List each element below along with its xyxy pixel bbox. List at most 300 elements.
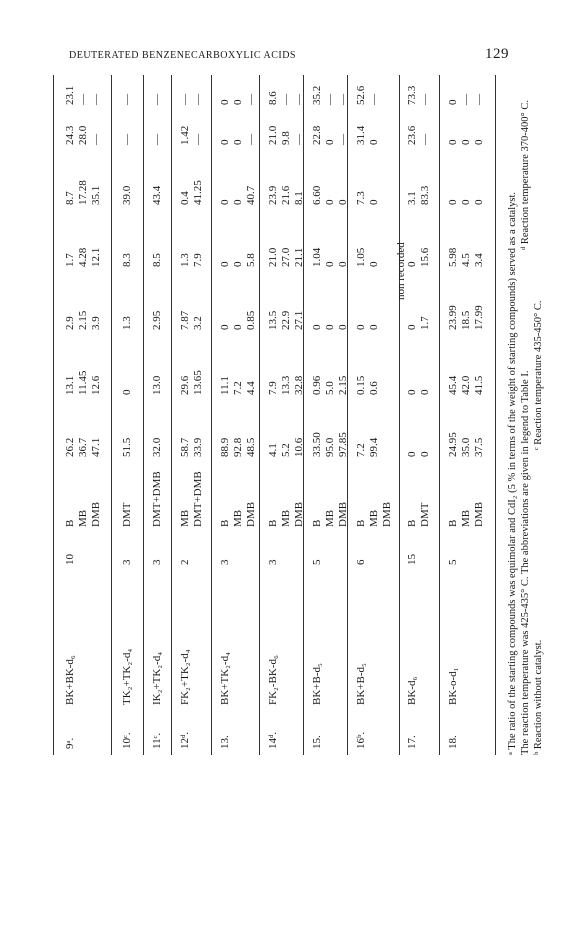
cell-mixture: FK₂+TK₂-d₄: [179, 649, 191, 705]
cell-value: DMB: [293, 501, 305, 527]
cell-value: 2.15: [337, 375, 349, 395]
cell-value: DMB: [381, 501, 393, 527]
cell-c3: [64, 275, 103, 330]
cell-c5: [64, 150, 103, 205]
cell-value: —: [293, 94, 305, 105]
cell-value: 0: [355, 324, 367, 330]
cell-value: 23.1: [64, 85, 76, 105]
cell-value: 83.3: [419, 185, 431, 205]
cell-value: 9.8: [280, 131, 292, 145]
cell-value: 7.3: [355, 191, 367, 205]
cell-value: 8.5: [151, 253, 163, 267]
rule-line: [399, 75, 400, 755]
cell-time: 3: [219, 559, 231, 565]
cell-value: 12.1: [90, 247, 102, 267]
cell-value: —: [293, 134, 305, 145]
cell-c6: [355, 105, 394, 145]
cell-value: 2.9: [64, 316, 76, 330]
cell-products: [121, 459, 134, 527]
cell-products: [151, 459, 164, 527]
cell-c7: [64, 75, 103, 105]
cell-value: DMB: [245, 501, 257, 527]
cell-products: [219, 459, 258, 527]
cell-c5: [355, 150, 394, 205]
cell-value: 6.60: [311, 185, 323, 205]
cell-c5: [406, 150, 432, 205]
rule-line: [211, 75, 212, 755]
cell-c1: [406, 407, 432, 457]
cell-value: B: [311, 519, 323, 527]
cell-no: 9ᵃ.: [64, 737, 76, 749]
cell-value: B: [267, 519, 279, 527]
cell-value: 1.3: [179, 253, 191, 267]
cell-c2: [311, 340, 350, 395]
cell-value: DMT+DMB: [151, 471, 163, 527]
row-note: non recorded: [395, 242, 407, 300]
cell-c1: [355, 407, 394, 457]
cell-value: B: [447, 519, 459, 527]
rule-line: [171, 75, 172, 755]
rule-line: [439, 75, 440, 755]
cell-value: 0: [473, 139, 485, 145]
cell-value: 0: [406, 261, 418, 267]
cell-value: 1.05: [355, 247, 367, 267]
cell-value: 1.04: [311, 247, 323, 267]
cell-value: —: [337, 134, 349, 145]
cell-c5: [121, 150, 134, 205]
cell-value: 24.3: [64, 125, 76, 145]
data-table-body: [49, 75, 509, 755]
cell-c6: [406, 105, 432, 145]
cell-mixture: BK+B-d₅: [355, 663, 367, 705]
cell-value: —: [280, 94, 292, 105]
cell-value: 47.1: [90, 437, 102, 457]
cell-mixture: IK₂+TK₂-d₄: [151, 651, 163, 705]
cell-value: 0: [368, 324, 380, 330]
rule-line: [495, 75, 496, 755]
cell-value: —: [77, 94, 89, 105]
cell-c5: [151, 150, 164, 205]
cell-value: 22.9: [280, 310, 292, 330]
cell-value: 0: [460, 139, 472, 145]
cell-value: 15.6: [419, 247, 431, 267]
cell-value: B: [355, 519, 367, 527]
cell-c6: [311, 105, 350, 145]
cell-value: 0: [324, 199, 336, 205]
cell-c7: [447, 75, 486, 105]
cell-value: —: [192, 134, 204, 145]
cell-value: 0: [324, 139, 336, 145]
cell-value: 17.99: [473, 305, 485, 330]
cell-value: B: [219, 519, 231, 527]
cell-value: 13.3: [280, 375, 292, 395]
cell-value: 27.1: [293, 310, 305, 330]
cell-value: DMB: [90, 501, 102, 527]
cell-no: 17.: [406, 735, 418, 749]
cell-value: 0: [406, 389, 418, 395]
cell-value: 37.5: [473, 437, 485, 457]
cell-value: 21.1: [293, 247, 305, 267]
cell-value: 5.98: [447, 247, 459, 267]
cell-value: 0: [219, 261, 231, 267]
cell-c2: [64, 340, 103, 395]
cell-value: 0: [406, 324, 418, 330]
cell-value: 5.2: [280, 443, 292, 457]
cell-c3: [447, 275, 486, 330]
footnotes: [506, 100, 566, 755]
cell-value: 0: [219, 139, 231, 145]
cell-c6: [151, 105, 164, 145]
cell-value: 5.0: [324, 381, 336, 395]
cell-c2: [406, 340, 432, 395]
cell-c3: [267, 275, 306, 330]
cell-value: 41.25: [192, 180, 204, 205]
cell-value: 0: [337, 199, 349, 205]
cell-c4: [406, 212, 432, 267]
cell-value: 73.3: [406, 85, 418, 105]
cell-value: 0.96: [311, 375, 323, 395]
cell-c3: [179, 275, 205, 330]
cell-c6: [267, 105, 306, 145]
cell-value: 3.9: [90, 316, 102, 330]
cell-value: MB: [232, 509, 244, 527]
cell-value: 8.6: [267, 91, 279, 105]
cell-value: 21.0: [267, 125, 279, 145]
cell-mixture: FK₂-BK-d₆: [267, 655, 279, 705]
page-number: 129: [485, 46, 509, 62]
cell-c1: [151, 407, 164, 457]
cell-value: —: [151, 134, 163, 145]
cell-value: 18.5: [460, 310, 472, 330]
cell-value: 24.95: [447, 432, 459, 457]
cell-value: 10.6: [293, 437, 305, 457]
cell-value: 28.0: [77, 125, 89, 145]
cell-products: [64, 459, 103, 527]
cell-value: 35.2: [311, 85, 323, 105]
cell-value: 58.7: [179, 437, 191, 457]
cell-value: 8.7: [64, 191, 76, 205]
cell-c3: [121, 275, 134, 330]
cell-value: 3.4: [473, 253, 485, 267]
cell-value: —: [473, 94, 485, 105]
rule-line: [53, 75, 54, 755]
cell-value: 40.7: [245, 185, 257, 205]
cell-no: 11ᶜ.: [151, 732, 163, 749]
cell-value: —: [337, 94, 349, 105]
cell-c4: [311, 212, 350, 267]
cell-value: [381, 105, 394, 145]
cell-products: [355, 459, 394, 527]
cell-c7: [219, 75, 258, 105]
cell-value: MB: [77, 509, 89, 527]
cell-value: 2.95: [151, 310, 163, 330]
cell-value: 2.15: [77, 310, 89, 330]
cell-value: DMB: [473, 501, 485, 527]
cell-value: [381, 212, 394, 267]
cell-value: 5.8: [245, 253, 257, 267]
cell-value: 17.28: [77, 180, 89, 205]
cell-value: MB: [324, 509, 336, 527]
cell-value: 41.5: [473, 375, 485, 395]
cell-no: 18.: [447, 735, 459, 749]
cell-value: —: [245, 134, 257, 145]
running-title: DEUTERATED BENZENECARBOXYLIC ACIDS: [69, 50, 296, 61]
cell-value: 0: [368, 261, 380, 267]
cell-value: 32.0: [151, 437, 163, 457]
cell-products: [179, 459, 205, 527]
cell-c5: [267, 150, 306, 205]
footnote-a: ᵃ The ratio of the starting compounds was equimolar and CdI₂ (5 % in terms of the weight of starting compounds) served as a catalyst.: [507, 192, 518, 755]
cell-value: 33.9: [192, 437, 204, 457]
cell-value: [381, 407, 394, 457]
cell-time: 10: [64, 554, 76, 565]
cell-c3: [311, 275, 350, 330]
cell-value: —: [192, 94, 204, 105]
footnote-conditions: The reaction temperature was 425-435° C. The abbreviations are given in legend to Table I.: [520, 370, 531, 755]
cell-value: —: [460, 94, 472, 105]
cell-c7: [179, 75, 205, 105]
cell-value: 51.5: [121, 437, 133, 457]
cell-value: 0.6: [368, 381, 380, 395]
cell-value: 52.6: [355, 85, 367, 105]
cell-no: 10ᶜ.: [121, 732, 133, 749]
cell-c3: [151, 275, 164, 330]
cell-value: 39.0: [121, 185, 133, 205]
cell-value: DMB: [337, 501, 349, 527]
cell-value: 0: [447, 139, 459, 145]
cell-value: B: [406, 519, 418, 527]
cell-value: 4.5: [460, 253, 472, 267]
cell-products: [447, 459, 486, 527]
cell-products: [267, 459, 306, 527]
cell-no: 12ᵈ.: [179, 731, 191, 749]
cell-time: 3: [267, 559, 279, 565]
cell-value: 0.15: [355, 375, 367, 395]
cell-value: [381, 150, 394, 205]
data-table: [49, 75, 509, 755]
cell-value: [381, 75, 394, 105]
cell-value: 1.3: [121, 316, 133, 330]
cell-c1: [179, 407, 205, 457]
cell-value: 11.45: [77, 370, 89, 395]
cell-c2: [121, 340, 134, 395]
cell-value: 32.8: [293, 375, 305, 395]
cell-value: 23.99: [447, 305, 459, 330]
cell-time: 3: [121, 559, 133, 565]
cell-value: 0: [368, 199, 380, 205]
cell-value: MB: [460, 509, 472, 527]
cell-c3: [406, 275, 432, 330]
footnote-line-2: [519, 100, 532, 755]
cell-time: 2: [179, 559, 191, 565]
cell-value: 0: [460, 199, 472, 205]
cell-c4: [355, 212, 394, 267]
cell-value: 0: [219, 199, 231, 205]
cell-value: 0: [232, 199, 244, 205]
cell-value: 4.28: [77, 247, 89, 267]
cell-time: 3: [151, 559, 163, 565]
cell-value: DMT: [121, 502, 133, 527]
cell-value: 0.4: [179, 191, 191, 205]
cell-value: —: [90, 134, 102, 145]
cell-value: 0: [324, 324, 336, 330]
cell-value: 23.6: [406, 125, 418, 145]
cell-c3: [219, 275, 258, 330]
cell-value: 0: [473, 199, 485, 205]
cell-mixture: BK+B-d₅: [311, 663, 323, 705]
cell-value: MB: [179, 509, 191, 527]
cell-value: —: [151, 94, 163, 105]
cell-c6: [179, 105, 205, 145]
cell-value: 7.2: [355, 443, 367, 457]
footnote-line-3: [532, 100, 545, 755]
cell-c7: [355, 75, 394, 105]
cell-c6: [447, 105, 486, 145]
cell-value: —: [324, 94, 336, 105]
cell-value: 0: [219, 324, 231, 330]
cell-value: 92.8: [232, 437, 244, 457]
cell-value: —: [368, 94, 380, 105]
cell-value: 0: [419, 389, 431, 395]
cell-value: —: [419, 94, 431, 105]
cell-c4: [151, 212, 164, 267]
cell-value: 35.1: [90, 185, 102, 205]
running-head: [69, 46, 509, 66]
cell-c2: [151, 340, 164, 395]
cell-value: 8.1: [293, 191, 305, 205]
cell-c2: [267, 340, 306, 395]
cell-value: [381, 340, 394, 395]
cell-value: 0: [232, 99, 244, 105]
rule-line: [259, 75, 260, 755]
cell-value: 12.6: [90, 375, 102, 395]
cell-mixture: BK+BK-d₆: [64, 655, 76, 705]
cell-c1: [64, 407, 103, 457]
cell-c1: [447, 407, 486, 457]
cell-value: 7.9: [192, 253, 204, 267]
cell-value: 4.1: [267, 443, 279, 457]
cell-c1: [311, 407, 350, 457]
cell-c1: [219, 407, 258, 457]
cell-value: 0: [447, 199, 459, 205]
cell-value: 0: [232, 324, 244, 330]
cell-value: 0: [337, 324, 349, 330]
cell-no: 15.: [311, 735, 323, 749]
cell-value: 1.7: [64, 253, 76, 267]
cell-value: 7.2: [232, 381, 244, 395]
cell-value: B: [64, 519, 76, 527]
cell-value: 88.9: [219, 437, 231, 457]
cell-c3: [355, 275, 394, 330]
cell-value: MB: [280, 509, 292, 527]
cell-c2: [447, 340, 486, 395]
cell-time: 6: [355, 559, 367, 565]
cell-value: 3.2: [192, 316, 204, 330]
cell-c2: [219, 340, 258, 395]
cell-value: 8.3: [121, 253, 133, 267]
cell-c4: [179, 212, 205, 267]
cell-value: 97.85: [337, 432, 349, 457]
cell-value: 13.1: [64, 375, 76, 395]
cell-value: 0.85: [245, 310, 257, 330]
cell-value: 95.0: [324, 437, 336, 457]
cell-value: 0: [311, 324, 323, 330]
cell-value: 42.0: [460, 375, 472, 395]
cell-value: 22.8: [311, 125, 323, 145]
rule-line: [111, 75, 112, 755]
cell-value: 45.4: [447, 375, 459, 395]
cell-value: 1.42: [179, 125, 191, 145]
cell-value: 0: [337, 261, 349, 267]
cell-value: MB: [368, 509, 380, 527]
cell-value: 26.2: [64, 437, 76, 457]
cell-c4: [121, 212, 134, 267]
cell-c7: [406, 75, 432, 105]
cell-c7: [267, 75, 306, 105]
cell-value: 13.0: [151, 375, 163, 395]
footnote-b: ᵇ Reaction without catalyst.: [533, 639, 544, 755]
cell-no: 16ᵇ.: [355, 731, 367, 749]
cell-time: 5: [447, 559, 459, 565]
cell-c7: [311, 75, 350, 105]
cell-c4: [447, 212, 486, 267]
cell-value: 0: [232, 261, 244, 267]
cell-value: 7.87: [179, 310, 191, 330]
cell-c5: [311, 150, 350, 205]
cell-c6: [219, 105, 258, 145]
cell-value: 0: [406, 451, 418, 457]
cell-time: 15: [406, 554, 418, 565]
cell-value: 33.50: [311, 432, 323, 457]
cell-c6: [121, 105, 134, 145]
cell-c2: [355, 340, 394, 395]
cell-value: —: [121, 134, 133, 145]
cell-mixture: BK-d₆: [406, 676, 418, 705]
cell-c2: [179, 340, 205, 395]
cell-value: 0: [419, 451, 431, 457]
cell-value: 7.9: [267, 381, 279, 395]
cell-mixture: BK+TK₂-d₄: [219, 652, 231, 705]
cell-value: 31.4: [355, 125, 367, 145]
cell-value: —: [419, 134, 431, 145]
cell-products: [311, 459, 350, 527]
cell-no: 13.: [219, 735, 231, 749]
cell-value: 0: [368, 139, 380, 145]
cell-c5: [179, 150, 205, 205]
cell-value: 13.5: [267, 310, 279, 330]
cell-c4: [267, 212, 306, 267]
cell-value: 0: [447, 99, 459, 105]
cell-c6: [64, 105, 103, 145]
cell-value: 0: [121, 389, 133, 395]
cell-value: 0: [324, 261, 336, 267]
cell-value: 3.1: [406, 191, 418, 205]
cell-value: 23.9: [267, 185, 279, 205]
cell-c7: [151, 75, 164, 105]
cell-c5: [219, 150, 258, 205]
cell-value: DMT: [419, 502, 431, 527]
cell-c5: [447, 150, 486, 205]
cell-no: 14ᵈ.: [267, 731, 279, 749]
cell-value: —: [179, 94, 191, 105]
cell-c4: [219, 212, 258, 267]
cell-value: 48.5: [245, 437, 257, 457]
cell-time: 5: [311, 559, 323, 565]
cell-products: [406, 459, 432, 527]
cell-value: 99.4: [368, 437, 380, 457]
cell-value: [381, 275, 394, 330]
cell-value: 4.4: [245, 381, 257, 395]
